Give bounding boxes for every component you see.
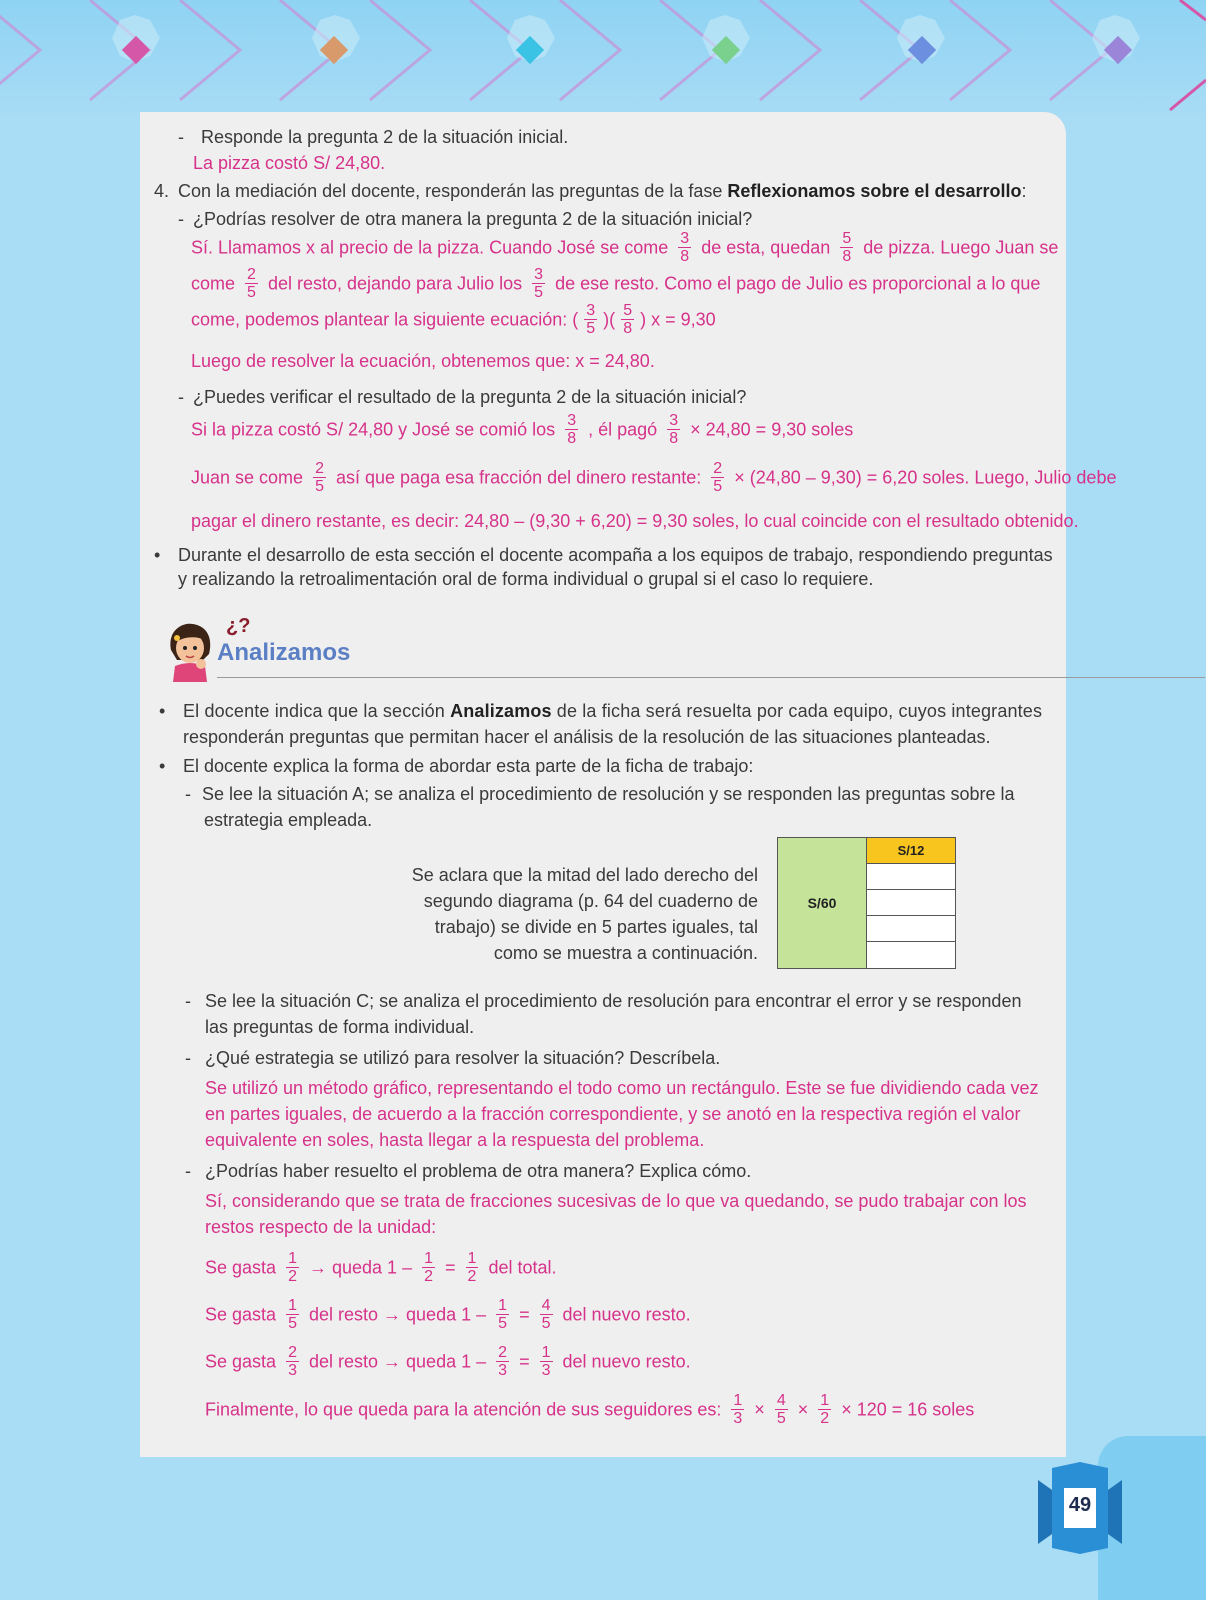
analizamos-bullet-2: El docente explica la forma de abordar esta parte de la ficha de trabajo: — [183, 756, 754, 776]
chevron-pattern — [0, 0, 1206, 120]
dash-marker: - — [178, 387, 184, 407]
dash-marker: - — [185, 1048, 191, 1068]
answer-1-line-2: come $\frac{2}{5}$ del resto, dejando para Julio los $\frac{3}{5}$ de ese resto. Como el pago de Julio es proporcional a lo que — [191, 266, 1041, 301]
bullet-marker: • — [154, 545, 161, 565]
question-4: ¿Podrías haber resuelto el problema de otra manera? Explica cómo. — [205, 1161, 752, 1181]
answer-4-line-1: Sí, considerando que se trata de fracciones sucesivas de lo que va quedando, se pudo trabajar con los — [205, 1191, 1027, 1211]
question-3: ¿Qué estrategia se utilizó para resolver la situación? Descríbela. — [205, 1048, 721, 1068]
question-2: ¿Puedes verificar el resultado de la pregunta 2 de la situación inicial? — [193, 387, 747, 407]
answer-2-line-2: Juan se come $\frac{2}{5}$ así que paga esa fracción del dinero restante: $\frac{2}{5}$ × (24,80 – 9,30) = 6,20 soles. Luego, Julio debe — [191, 460, 1117, 495]
diagram-cell — [867, 890, 955, 916]
fraction: $\frac{4}{5}$ — [541, 1297, 551, 1332]
analizamos-bold: Analizamos — [450, 701, 552, 721]
fraction: $\frac{1}{2}$ — [467, 1250, 477, 1285]
fraction: $\frac{5}{8}$ — [842, 230, 852, 265]
fraction: $\frac{1}{3}$ — [541, 1344, 551, 1379]
section-title: Analizamos — [217, 639, 351, 666]
situation-c-line-1: Se lee la situación C; se analiza el procedimiento de resolución para encontrar el error y se responden — [205, 991, 1022, 1011]
answer-3-line-3: equivalente en soles, hasta llegar a la respuesta del problema. — [205, 1130, 705, 1150]
item4-number: 4. — [154, 181, 170, 201]
item4-text: Con la mediación del docente, responderán las preguntas de la fase Reflexionamos sobre el desarrollo: — [178, 181, 1027, 201]
fraction: $\frac{1}{3}$ — [733, 1392, 743, 1427]
fraction: $\frac{1}{2}$ — [288, 1250, 297, 1285]
bullet-marker: • — [159, 756, 166, 776]
bullet-development-line-1: Durante el desarrollo de esta sección el docente acompaña a los equipos de trabajo, respondiendo preguntas — [178, 545, 1053, 565]
analizamos-heading — [160, 615, 1050, 685]
fraction: $\frac{2}{3}$ — [288, 1344, 297, 1379]
diagram-note: Se aclara que la mitad del lado derecho del segundo diagrama (p. 64 del cuaderno de trabajo) se divide en 5 partes iguales, tal como se muestra a continuación. — [411, 865, 758, 963]
item-respond: Responde la pregunta 2 de la situación inicial. — [201, 127, 569, 147]
decorative-top-band — [0, 0, 1206, 120]
fraction: $\frac{1}{5}$ — [288, 1297, 297, 1332]
analizamos-bullet-1-line-1: El docente indica que la sección Analizamos de la ficha será resuelta por cada equipo, cuyos integrantes — [183, 701, 1043, 721]
bullet-marker: • — [159, 701, 166, 721]
fraction-diagram — [777, 837, 956, 969]
fraction: $\frac{3}{5}$ — [534, 266, 544, 301]
bullet-development-line-2: y realizando la retroalimentación oral de forma individual o grupal si el caso lo requiere. — [178, 569, 874, 589]
answer-3-line-2: en partes iguales, de acuerdo a la fracción correspondiente, y se anotó en la respectiva región el valor — [205, 1104, 1021, 1124]
answer-1-line-1: Sí. Llamamos x al precio de la pizza. Cuando José se come $\frac{3}{8}$ de esta, quedan $\frac{5}{8}$ de pizza. Luego Juan se — [191, 230, 1059, 265]
fraction: $\frac{4}{5}$ — [776, 1392, 786, 1427]
fraction: $\frac{3}{8}$ — [567, 412, 577, 447]
answer-1-line-4: Luego de resolver la ecuación, obtenemos que: x = 24,80. — [191, 351, 655, 371]
fraction: $\frac{1}{5}$ — [498, 1297, 508, 1332]
fraction: $\frac{5}{8}$ — [623, 302, 633, 337]
fraction: $\frac{3}{8}$ — [680, 230, 690, 265]
dash-marker: - — [185, 991, 191, 1011]
diagram-top-label: S/12 — [867, 838, 955, 864]
situation-a-line-2: estrategia empleada. — [204, 810, 373, 830]
situation-a-line-1: Se lee la situación A; se analiza el procedimiento de resolución y se responden las preguntas sobre la — [202, 784, 1015, 804]
heading-divider — [217, 677, 1205, 678]
dash-marker: - — [178, 127, 184, 147]
remainder-row-3: Se gasta $\frac{2}{3}$ del resto → queda 1 – $\frac{2}{3}$ = $\frac{1}{3}$ del nuevo resto. — [205, 1344, 691, 1379]
question-1: ¿Podrías resolver de otra manera la pregunta 2 de la situación inicial? — [193, 209, 753, 229]
answer-3-line-1: Se utilizó un método gráfico, representando el todo como un rectángulo. Este se fue dividiendo cada vez — [205, 1078, 1039, 1098]
fraction: $\frac{2}{5}$ — [713, 460, 723, 495]
answer-4-line-2: restos respecto de la unidad: — [205, 1217, 437, 1237]
final-result: Finalmente, lo que queda para la atención de sus seguidores es: $\frac{1}{3}$ × $\frac{4}{5}$ × $\frac{1}{2}$ × 120 = 16 soles — [205, 1392, 975, 1427]
analizamos-bullet-1-line-2: responderán preguntas que permitan hacer el análisis de la resolución de las situaciones planteadas. — [183, 727, 991, 747]
answer-respond: La pizza costó S/ 24,80. — [193, 153, 386, 173]
answer-2-line-3: pagar el dinero restante, es decir: 24,80 – (9,30 + 6,20) = 9,30 soles, lo cual coincide con el resultado obtenido. — [191, 511, 1079, 531]
dash-marker: - — [185, 1161, 191, 1181]
page-number: 49 — [1068, 1494, 1092, 1516]
dash-marker: - — [185, 784, 191, 804]
fraction: $\frac{2}{5}$ — [247, 266, 256, 301]
diagram-left-label: S/60 — [778, 838, 867, 968]
item4-bold: Reflexionamos sobre el desarrollo — [727, 181, 1022, 201]
fraction: $\frac{3}{5}$ — [586, 302, 596, 337]
answer-1-line-3: come, podemos plantear la siguiente ecuación: ( $\frac{3}{5}$ )( $\frac{5}{8}$ ) x = 9,30 — [191, 302, 716, 337]
fraction: $\frac{1}{2}$ — [820, 1392, 830, 1427]
remainder-row-2: Se gasta $\frac{1}{5}$ del resto → queda 1 – $\frac{1}{5}$ = $\frac{4}{5}$ del nuevo resto. — [205, 1297, 691, 1332]
fraction: $\frac{2}{5}$ — [315, 460, 324, 495]
question-mark-icon: ¿? — [226, 615, 251, 637]
fraction: $\frac{1}{2}$ — [424, 1250, 433, 1285]
diagram-cell — [867, 916, 955, 942]
situation-c-line-2: las preguntas de forma individual. — [205, 1017, 475, 1037]
dash-marker: - — [178, 209, 184, 229]
fraction: $\frac{3}{8}$ — [669, 412, 679, 447]
remainder-row-1: Se gasta $\frac{1}{2}$ → queda 1 – $\frac{1}{2}$ = $\frac{1}{2}$ del total. — [205, 1250, 557, 1285]
answer-2-line-1: Si la pizza costó S/ 24,80 y José se comió los $\frac{3}{8}$ , él pagó $\frac{3}{8}$ × 24,80 = 9,30 soles — [191, 412, 854, 447]
diagram-cell — [867, 864, 955, 890]
diagram-cell — [867, 942, 955, 968]
fraction: $\frac{2}{3}$ — [498, 1344, 508, 1379]
